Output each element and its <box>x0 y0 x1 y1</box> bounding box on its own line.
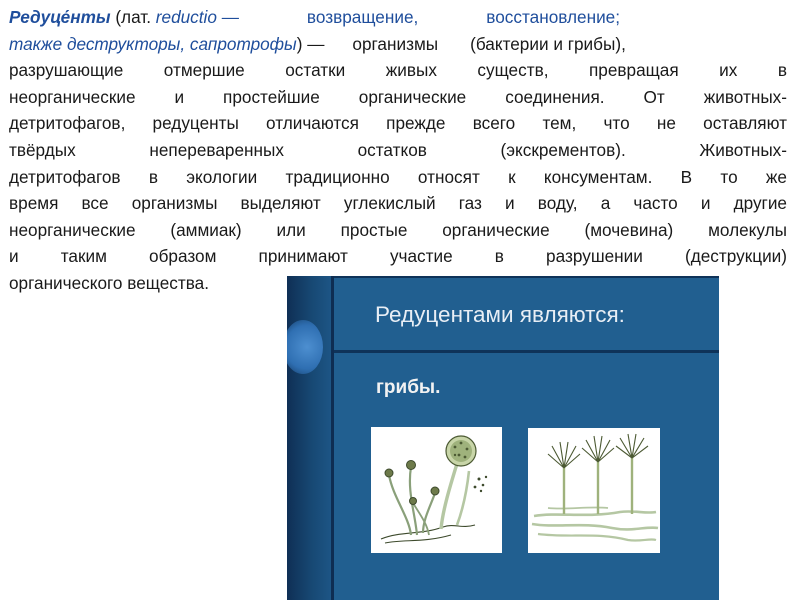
penicillium-fungus-illustration <box>528 428 660 553</box>
synonyms-prefix: также <box>9 33 67 54</box>
slide-left-band <box>287 276 331 600</box>
article-line-11: органического вещества. <box>9 272 210 293</box>
article-line-4: неорганические и простейшие органические соединения. От животных- <box>9 86 787 107</box>
term-link[interactable]: Редуце́нты <box>9 7 111 27</box>
slide-title-rule <box>334 350 719 353</box>
article-line-2 <box>9 31 787 58</box>
article-line-1 <box>9 4 787 31</box>
slide-top-line <box>334 276 719 278</box>
slide-title: Редуцентами являются: <box>375 302 625 327</box>
article-line-9: неорганические (аммиак) или простые органические (мочевина) молекулы <box>9 219 787 240</box>
slide-subtitle: грибы. <box>376 377 441 398</box>
latin-link[interactable]: reductio <box>155 7 217 27</box>
article-line-5: детритофагов, редуценты отличаются прежде всего тем, что не оставляют <box>9 113 787 134</box>
slide-image <box>287 276 719 600</box>
mucor-fungus-illustration <box>371 427 502 553</box>
word-organisms: организмы <box>352 33 439 54</box>
article-line-7: детритофагов в экологии традиционно относят к консументам. В то же <box>9 166 787 187</box>
article-line-10: и таким образом принимают участие в разрушении (деструкции) <box>9 246 787 267</box>
meaning-2: восстановление; <box>486 7 621 27</box>
article-line-3: разрушающие отмершие остатки живых существ, превращая их в <box>9 60 787 81</box>
close-paren: ) <box>296 33 303 54</box>
synonym-destructors-link[interactable]: деструкторы <box>66 33 181 54</box>
synonym-saprotrophs-link[interactable]: сапротрофы <box>189 33 297 54</box>
article-text <box>9 4 787 297</box>
dash-2: — <box>302 33 325 54</box>
slide-divider <box>331 276 334 600</box>
article-line-8: время все организмы выделяют углекислый газ и воду, а часто и другие <box>9 193 787 214</box>
comma: , <box>180 33 190 54</box>
latin-open: (лат. <box>110 7 156 27</box>
article-line-6: твёрдых непереваренных остатков (экскрементов). Животных- <box>9 139 787 160</box>
word-bacteria: (бактерии и грибы), <box>470 33 626 54</box>
dash-1: — <box>216 7 239 27</box>
slide-circle-decoration <box>287 320 323 374</box>
meaning-1: возвращение, <box>306 7 419 27</box>
